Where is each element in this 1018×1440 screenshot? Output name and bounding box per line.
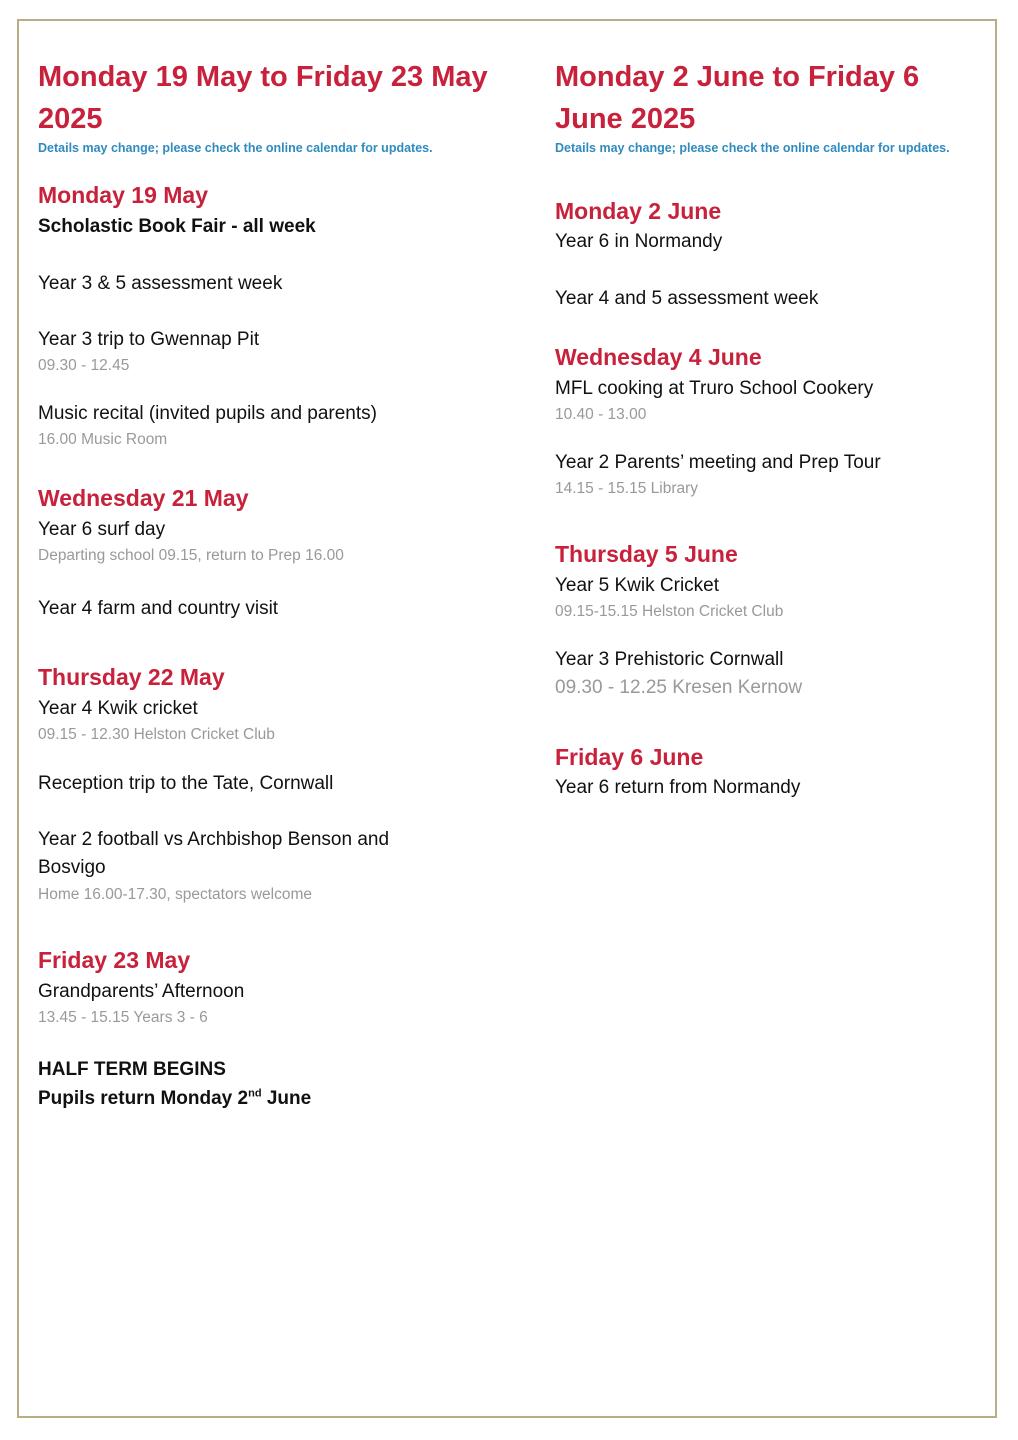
week-title: Monday 19 May to Friday 23 May 2025 — [38, 61, 488, 135]
event-detail: Departing school 09.15, return to Prep 16.00 — [38, 547, 344, 564]
week-column-right — [555, 56, 995, 798]
event-title: Reception trip to the Tate, Cornwall — [38, 773, 334, 794]
event-detail: 09.15 - 12.30 Helston Cricket Club — [38, 726, 275, 743]
event-title: Year 3 trip to Gwennap Pit — [38, 329, 260, 350]
event-title: Year 2 football vs Archbishop Benson and Bosvigo — [38, 829, 390, 878]
event-title: Year 5 Kwik Cricket — [555, 575, 720, 596]
event-title: Year 6 return from Normandy — [555, 777, 801, 798]
event-detail: 14.15 - 15.15 Library — [555, 480, 699, 497]
disclaimer: Details may change; please check the online calendar for updates. — [555, 141, 950, 155]
event-detail: 13.45 - 15.15 Years 3 - 6 — [38, 1009, 208, 1026]
event-detail: 16.00 Music Room — [38, 431, 168, 448]
event-title: MFL cooking at Truro School Cookery — [555, 378, 874, 399]
day-heading-thursday: Thursday 22 May — [38, 664, 225, 690]
return-prefix: Pupils return Monday 2 — [38, 1088, 249, 1109]
event-detail: 09.30 - 12.45 — [38, 357, 130, 374]
event-title: Year 4 and 5 assessment week — [555, 288, 819, 309]
day-heading-thursday: Thursday 5 June — [555, 541, 738, 567]
return-suffix: June — [261, 1088, 312, 1109]
half-term-notice: HALF TERM BEGINS — [38, 1059, 226, 1080]
return-notice — [38, 1085, 311, 1113]
event-detail: Home 16.00-17.30, spectators welcome — [38, 886, 312, 903]
event-title: Year 6 surf day — [38, 519, 166, 540]
event-title: Scholastic Book Fair - all week — [38, 216, 316, 237]
week-column-left — [38, 56, 488, 1109]
day-heading-monday: Monday 2 June — [555, 198, 722, 224]
event-title: Music recital (invited pupils and parents) — [38, 403, 377, 424]
disclaimer: Details may change; please check the online calendar for updates. — [38, 141, 433, 155]
event-detail: 09.30 - 12.25 Kresen Kernow — [555, 677, 803, 698]
day-heading-monday: Monday 19 May — [38, 182, 208, 208]
day-heading-wednesday: Wednesday 4 June — [555, 344, 762, 370]
day-heading-wednesday: Wednesday 21 May — [38, 485, 249, 511]
event-detail: 09.15-15.15 Helston Cricket Club — [555, 603, 784, 620]
event-title: Year 3 Prehistoric Cornwall — [555, 649, 784, 670]
day-heading-friday: Friday 23 May — [38, 947, 191, 973]
event-title: Grandparents’ Afternoon — [38, 981, 245, 1002]
event-title: Year 4 Kwik cricket — [38, 698, 198, 719]
event-detail: 10.40 - 13.00 — [555, 406, 647, 423]
event-title: Year 4 farm and country visit — [38, 598, 279, 619]
event-title: Year 3 & 5 assessment week — [38, 273, 283, 294]
event-title: Year 6 in Normandy — [555, 231, 723, 252]
event-title: Year 2 Parents’ meeting and Prep Tour — [555, 452, 881, 473]
return-ordinal: nd — [248, 1087, 262, 1100]
week-title: Monday 2 June to Friday 6 June 2025 — [555, 61, 920, 135]
day-heading-friday: Friday 6 June — [555, 744, 704, 770]
